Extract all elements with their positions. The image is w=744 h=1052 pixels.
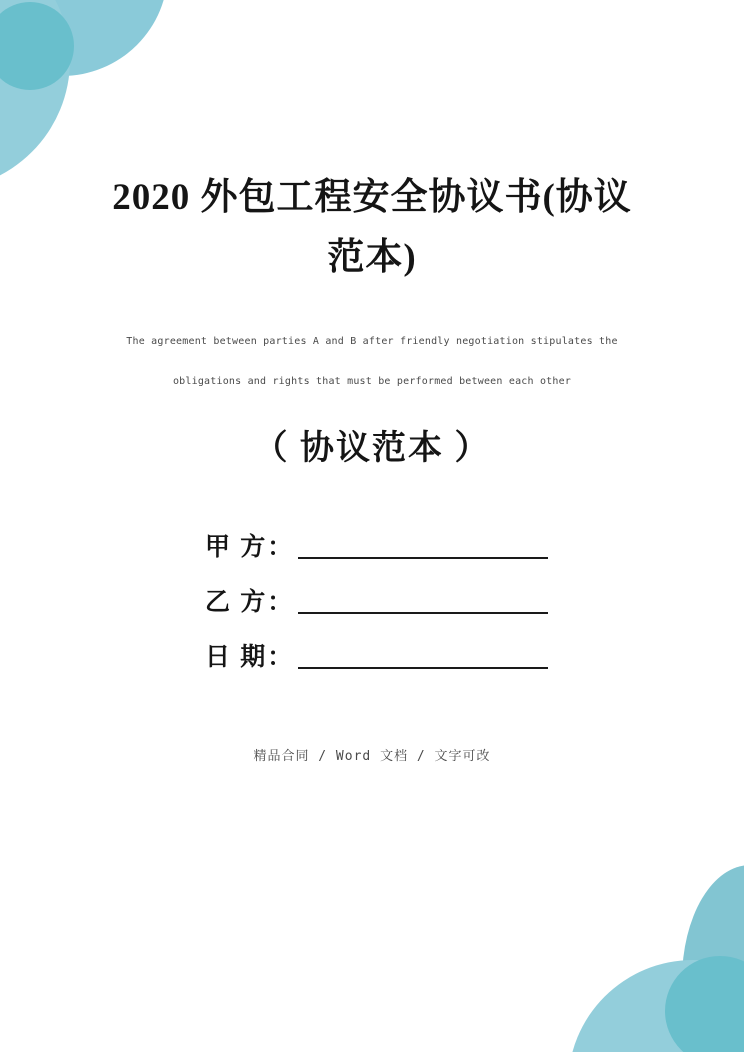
english-subtitle <box>0 322 744 402</box>
english-subtitle-line2: obligations and rights that must be performed between each other <box>172 376 572 387</box>
party-a-blank-line <box>298 557 548 559</box>
document-title <box>0 168 744 288</box>
english-subtitle-line1: The agreement between parties A and B after friendly negotiation stipulates the <box>126 336 618 347</box>
party-a-label: 甲 方： <box>205 534 295 561</box>
document-title-line1: 2020 外包工程安全协议书(协议 <box>112 177 632 218</box>
signature-form <box>205 520 548 685</box>
form-row-party-a <box>205 520 548 575</box>
template-label: （ 协议范本 ） <box>253 430 491 467</box>
date-label: 日 期： <box>205 644 295 671</box>
party-b-blank-line <box>298 612 548 614</box>
form-row-date <box>205 630 548 685</box>
document-title-line2: 范本) <box>327 237 417 278</box>
footer-tagline: 精品合同 / Word 文档 / 文字可改 <box>253 749 491 764</box>
party-b-label: 乙 方： <box>205 589 295 616</box>
date-blank-line <box>298 667 548 669</box>
form-row-party-b <box>205 575 548 630</box>
